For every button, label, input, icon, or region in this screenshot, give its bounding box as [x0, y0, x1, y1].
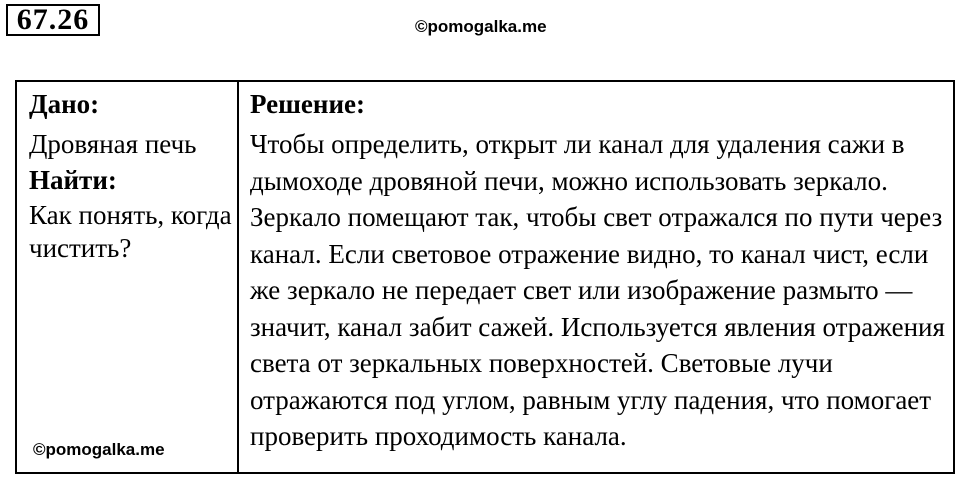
- solution-text: Чтобы определить, открыт ли канал для удаления сажи в дымоходе дровяной печи, можно использовать зеркало. Зеркало помещают так, чтобы свет отражался по пути через канал. Если световое отражение видно, то канал чист, если же зеркало не передает свет или изображение размыто — значит, канал забит сажей. Используется явления отражения света от зеркальных поверхностей. Световые лучи отражаются под углом, равным углу падения, что помогает проверить проходимость канала.: [250, 129, 945, 451]
- watermark-bottom: ©pomogalka.me: [33, 440, 165, 459]
- task-table: [15, 80, 955, 474]
- problem-number: 67.26: [6, 4, 100, 36]
- given-heading: Дано:: [29, 89, 100, 119]
- solution-column: [239, 82, 953, 472]
- given-text: Дровяная печь: [29, 129, 197, 159]
- find-text: Как понять, когда чистить?: [29, 199, 232, 263]
- given-column: [17, 82, 239, 472]
- solution-heading: Решение:: [250, 89, 365, 119]
- find-heading: Найти:: [29, 164, 117, 195]
- watermark-top: ©pomogalka.me: [415, 17, 547, 36]
